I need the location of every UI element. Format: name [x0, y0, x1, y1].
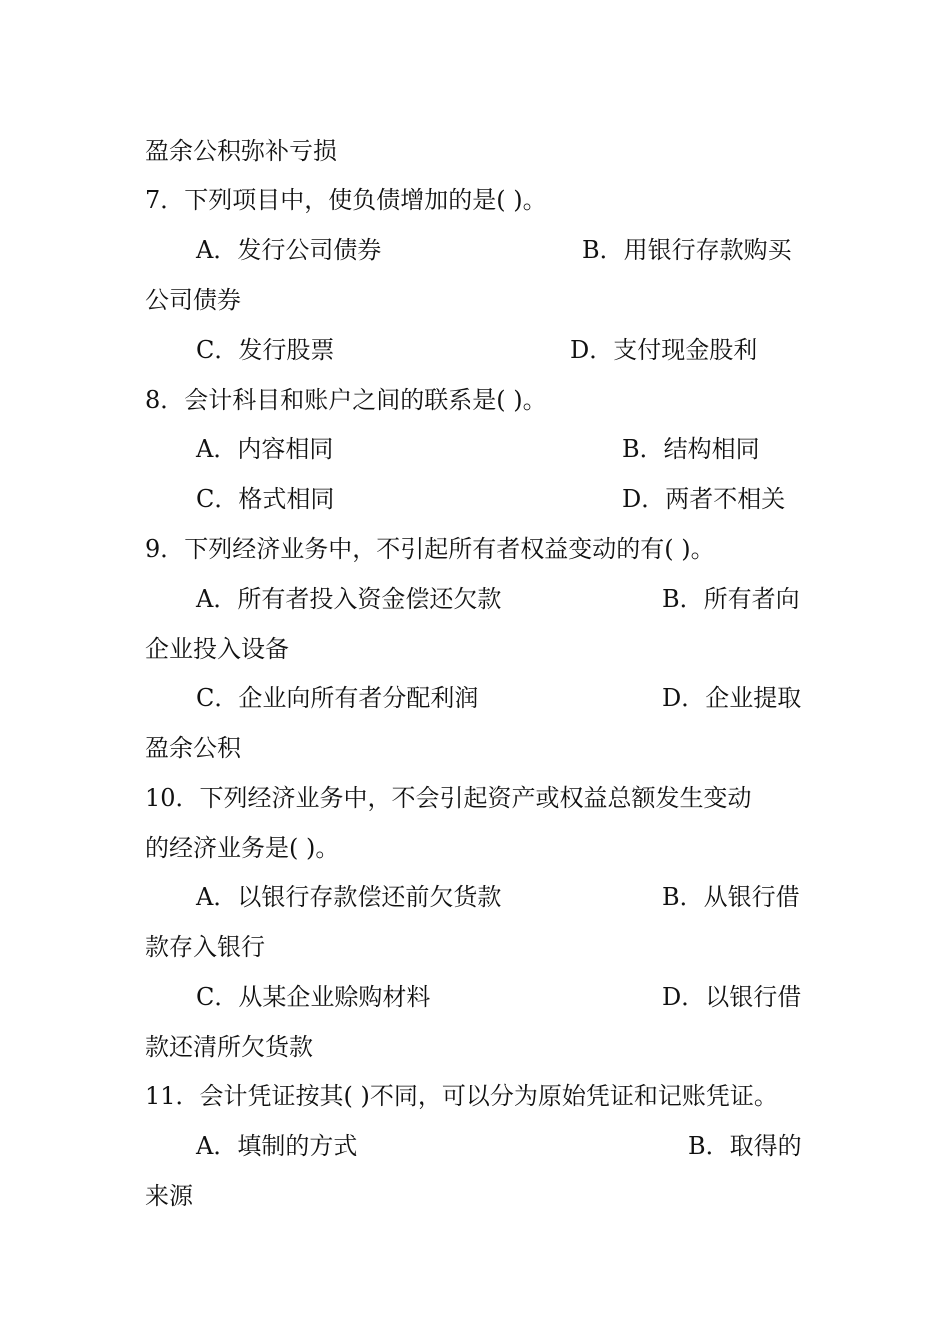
text-line: 企业投入设备 [145, 635, 289, 663]
question-8: 8．会计科目和账户之间的联系是( )。 [145, 386, 547, 414]
question-11: 11．会计凭证按其( )不同，可以分为原始凭证和记账凭证。 [145, 1082, 778, 1110]
option-a: A．填制的方式 [196, 1132, 358, 1160]
option-d: D．两者不相关 [622, 485, 786, 513]
option-b: B．从银行借 [662, 883, 800, 911]
option-d: D．企业提取 [662, 684, 802, 712]
option-c: C．企业向所有者分配利润 [196, 684, 479, 712]
option-b: B．取得的 [688, 1132, 802, 1160]
text-line: 款存入银行 [145, 933, 265, 961]
option-a: A．以银行存款偿还前欠货款 [196, 883, 502, 911]
question-7: 7．下列项目中，使负债增加的是( )。 [145, 186, 547, 214]
option-d: D．支付现金股利 [570, 336, 758, 364]
question-9: 9．下列经济业务中，不引起所有者权益变动的有( )。 [145, 535, 715, 563]
option-c: C．格式相同 [196, 485, 335, 513]
option-a: A．所有者投入资金偿还欠款 [196, 585, 502, 613]
option-a: A．内容相同 [196, 435, 334, 463]
option-c: C．从某企业赊购材料 [196, 983, 431, 1011]
text-line: 盈余公积弥补亏损 [145, 137, 337, 165]
option-b: B．结构相同 [622, 435, 760, 463]
question-10: 10．下列经济业务中，不会引起资产或权益总额发生变动 [145, 784, 752, 812]
text-line: 来源 [145, 1182, 193, 1210]
option-c: C．发行股票 [196, 336, 335, 364]
option-b: B．所有者向 [662, 585, 800, 613]
option-a: A．发行公司债券 [196, 236, 382, 264]
option-d: D．以银行借 [662, 983, 802, 1011]
text-line: 盈余公积 [145, 734, 241, 762]
text-line: 公司债券 [145, 286, 241, 314]
option-b: B．用银行存款购买 [582, 236, 792, 264]
text-line: 款还清所欠货款 [145, 1033, 313, 1061]
question-10-cont: 的经济业务是( )。 [145, 834, 340, 862]
